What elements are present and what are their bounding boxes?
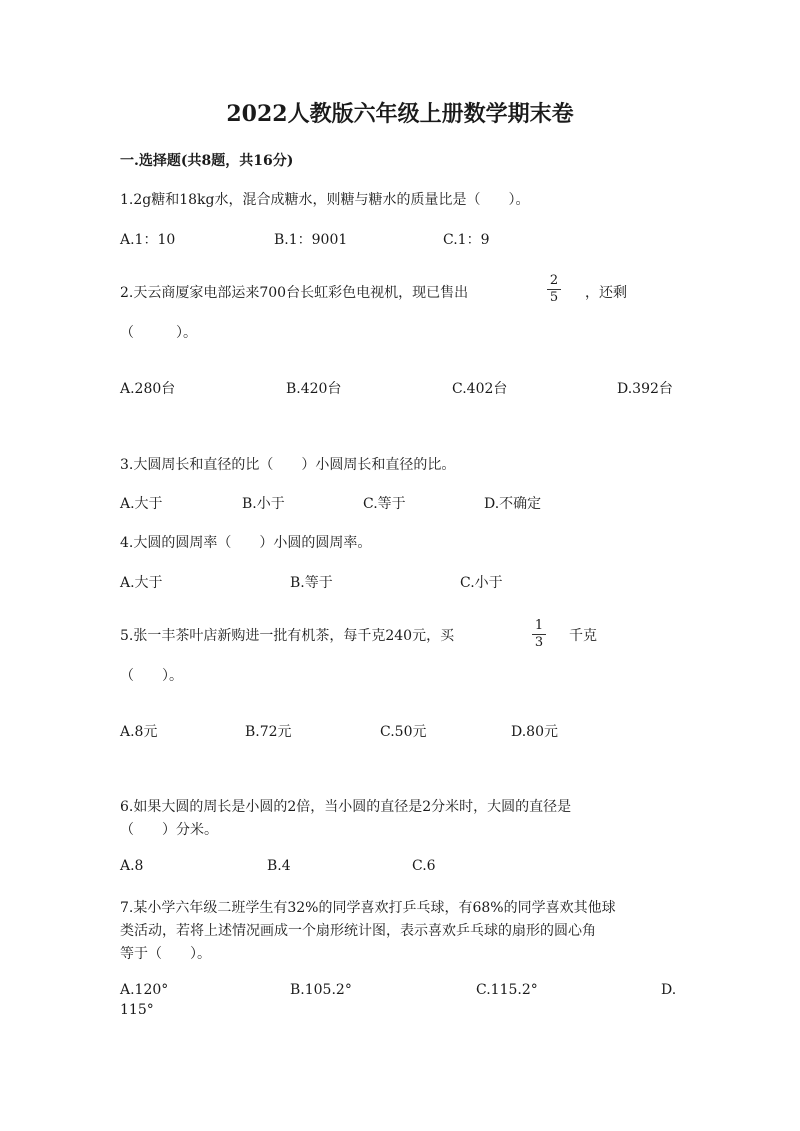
question-7-option-d: D. — [661, 982, 677, 998]
fraction-numerator: 2 — [549, 273, 559, 288]
question-7-option-c: C.115.2° — [476, 982, 538, 998]
question-4-option-b: B.等于 — [290, 575, 333, 591]
fraction-denominator: 3 — [534, 635, 544, 650]
question-4-text: 4.大圆的圆周率（ ）小圆的圆周率。 — [120, 535, 372, 551]
question-3-option-d: D.不确定 — [484, 496, 542, 512]
question-4-option-c: C.小于 — [460, 575, 503, 591]
page-title: 2022人教版六年级上册数学期末卷 — [226, 101, 574, 127]
question-2-fraction — [547, 274, 561, 305]
question-3-option-b: B.小于 — [242, 496, 285, 512]
question-7-option-a: A.120° — [120, 982, 169, 998]
question-5-line2: （ ）。 — [120, 668, 183, 684]
question-7-option-b: B.105.2° — [290, 982, 352, 998]
question-5-option-c: C.50元 — [380, 724, 427, 740]
question-1-option-c: C.1：9 — [443, 232, 490, 248]
question-5-text: 5.张一丰茶叶店新购进一批有机茶，每千克240元，买 — [120, 628, 455, 644]
question-5-option-a: A.8元 — [120, 724, 158, 740]
fraction-denominator: 5 — [549, 290, 559, 305]
question-5-option-d: D.80元 — [511, 724, 558, 740]
question-2-text-after: ，还剩 — [585, 285, 627, 301]
question-6-option-a: A.8 — [120, 858, 144, 874]
question-2-option-d: D.392台 — [617, 381, 673, 397]
question-7-option-d-continued: 115° — [120, 1002, 154, 1018]
question-3-option-a: A.大于 — [120, 496, 163, 512]
question-2-option-b: B.420台 — [286, 381, 342, 397]
question-2-text: 2.天云商厦家电部运来700台长虹彩色电视机，现已售出 — [120, 285, 469, 301]
fraction-numerator: 1 — [534, 618, 544, 633]
question-7-text: 7.某小学六年级二班学生有32%的同学喜欢打乒乓球，有68%的同学喜欢其他球 — [120, 900, 616, 916]
question-7-line3: 等于（ ）。 — [120, 946, 211, 962]
question-5-fraction — [532, 619, 546, 650]
question-1-option-a: A.1：10 — [120, 232, 176, 248]
question-6-option-b: B.4 — [267, 858, 291, 874]
question-2-line2: （ ）。 — [120, 325, 197, 341]
question-2-option-a: A.280台 — [120, 381, 176, 397]
question-7-line2: 类活动，若将上述情况画成一个扇形统计图，表示喜欢乒乓球的扇形的圆心角 — [120, 923, 596, 939]
section-heading: 一.选择题(共8题，共16分) — [120, 153, 294, 169]
question-3-option-c: C.等于 — [363, 496, 406, 512]
question-6-text: 6.如果大圆的周长是小圆的2倍，当小圆的直径是2分米时，大圆的直径是 — [120, 799, 572, 815]
question-3-text: 3.大圆周长和直径的比（ ）小圆周长和直径的比。 — [120, 457, 456, 473]
question-6-option-c: C.6 — [412, 858, 436, 874]
question-1-option-b: B.1：9001 — [274, 232, 348, 248]
question-5-text-after: 千克 — [569, 628, 597, 644]
question-1-text: 1.2g糖和18kg水，混合成糖水，则糖与糖水的质量比是（ ）。 — [120, 192, 530, 208]
question-4-option-a: A.大于 — [120, 575, 163, 591]
question-6-line2: （ ）分米。 — [120, 822, 218, 838]
question-2-option-c: C.402台 — [452, 381, 508, 397]
question-5-option-b: B.72元 — [245, 724, 292, 740]
